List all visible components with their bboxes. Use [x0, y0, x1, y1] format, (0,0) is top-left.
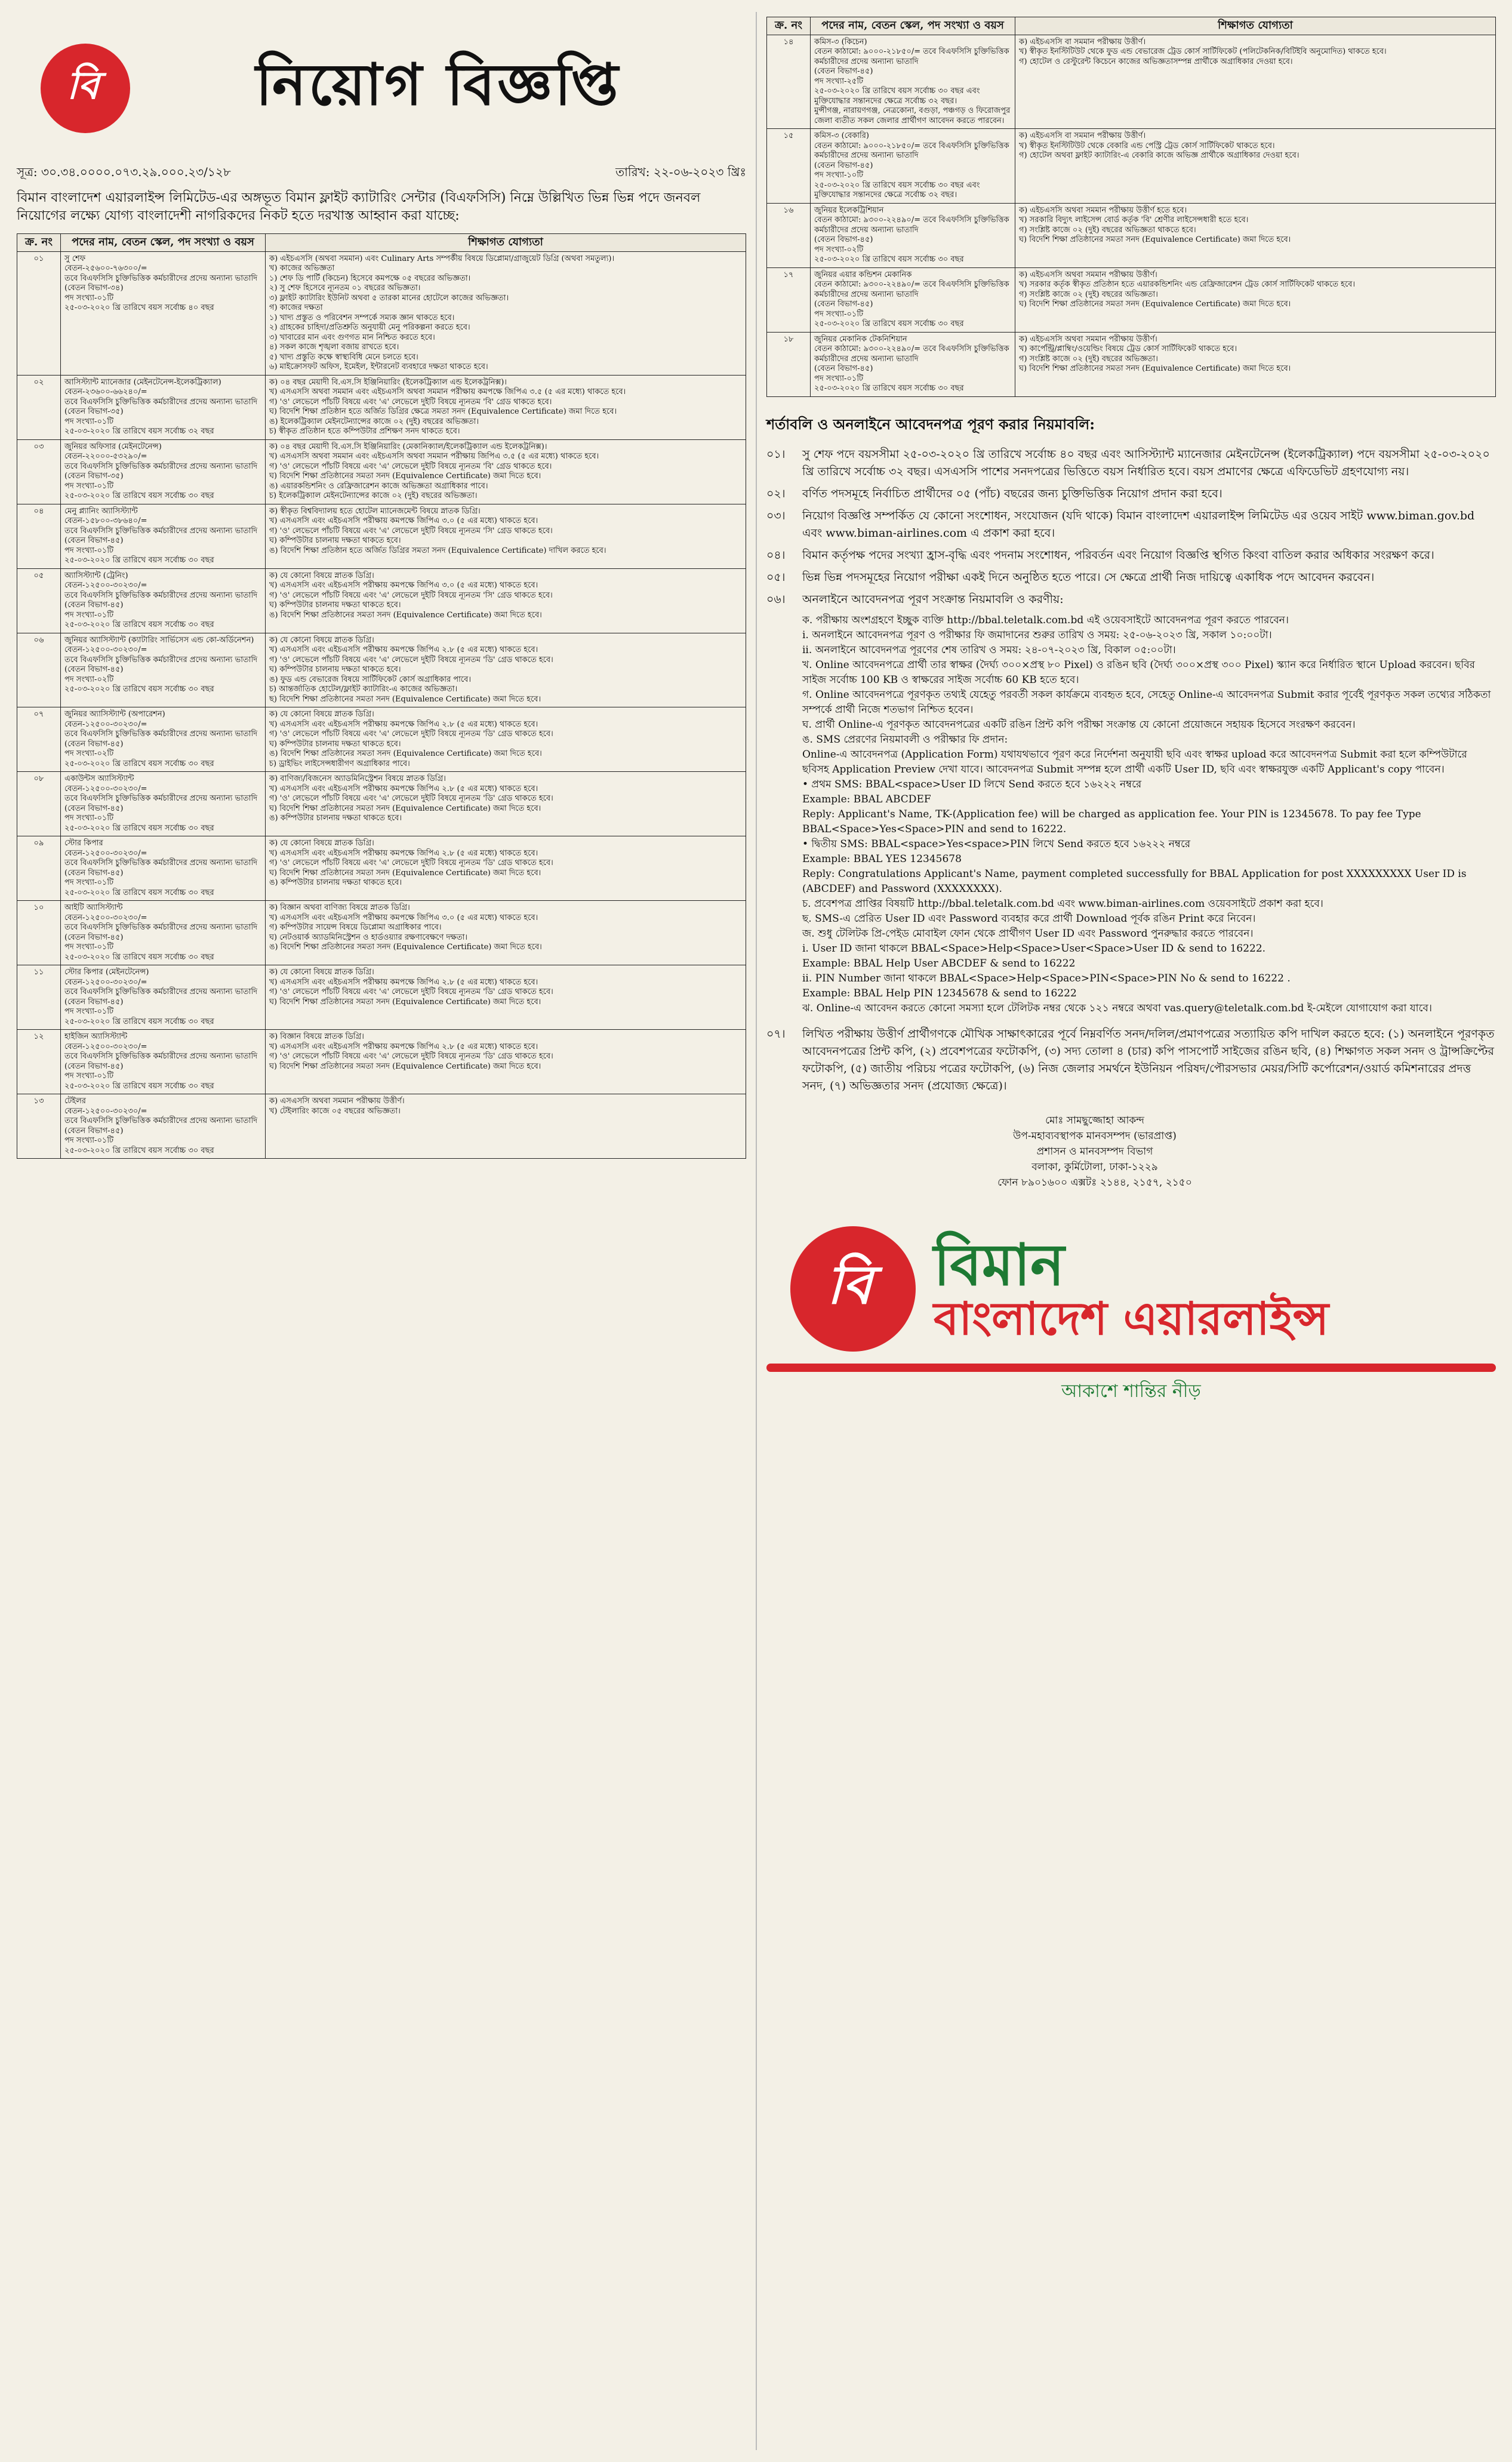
qualification-text: ক) যে কোনো বিষয়ে স্নাতক ডিগ্রি। খ) এসএসসি এবং এইচএসসি পরীক্ষায় কমপক্ষে জিপিএ ৩.০ (৫ এর মধ্যে) থাকতে হবে। গ) 'ও' লেভেলে পাঁচটি বিষয়ে এবং 'এ' লেভেলে দুইটি বিষয়ে ন্যূনতম 'সি' গ্রেড থাকতে হবে। ঘ) কম্পিউটার চালনায় দক্ষতা থাকতে হবে। ঙ) বিদেশি শিক্ষা প্রতিষ্ঠানের সমতা সনদ (Equivalence Certificate) জমা দিতে হবে। — [266, 568, 746, 633]
post-details: জুনিয়র এয়ার কন্ডিশন মেকানিক বেতন কাঠামো: ৯৩০০-২২৪৯০/= তবে বিএফসিসি চুক্তিভিত্তিক কর্মচারীদের প্রদেয় অন্যান্য ভাতাদি (বেতন বিভাগ-৪৫) পদ সংখ্যা-০১টি ২৫-০৩-২০২০ খ্রি তারিখে বয়স সর্বোচ্চ ৩০ বছর — [811, 267, 1015, 332]
row-number: ১৬ — [767, 203, 811, 267]
row-number: ১৫ — [767, 129, 811, 204]
posts-table-left — [17, 233, 746, 1159]
term-item — [766, 569, 1496, 586]
term-item — [766, 1026, 1496, 1095]
signature-block: মোঃ সামছুজ্জোহা আকন্দ উপ-মহাব্যবস্থাপক মানবসম্পদ (ভারপ্রাপ্ত) প্রশাসন ও মানবসম্পদ বিভাগ বলাকা, কুর্মিটোলা, ঢাকা-১২২৯ ফোন ৮৯০১৬০০ এক্সটঃ ২১৪৪, ২১৫৭, ২১৫০ — [997, 1114, 1192, 1189]
row-number: ১৭ — [767, 267, 811, 332]
reference-line — [17, 164, 746, 183]
table-row — [17, 901, 746, 965]
term-text: বর্ণিত পদসমূহে নির্বাচিত প্রার্থীদের ০৫ (পাঁচ) বছরের জন্য চুক্তিভিত্তিক নিয়োগ প্রদান করা হবে। — [802, 487, 1222, 500]
qualification-text: ক) ০৪ বছর মেয়াদী বি.এস.সি ইঞ্জিনিয়ারিং (মেকানিক্যাল/ইলেকট্রিক্যাল এন্ড ইলেকট্রনিক্স)। খ) এসএসসি অথবা সমমান এবং এইচএসসি অথবা সমমান পরীক্ষায় জিপিএ ৩.৫ (৫ এর মধ্যে) থাকতে হবে। গ) 'ও' লেভেলে পাঁচটি বিষয়ে এবং 'এ' লেভেলে দুইটি বিষয়ে ন্যূনতম 'বি' গ্রেড থাকতে হবে। ঘ) বিদেশি শিক্ষা প্রতিষ্ঠানের সমতা সনদ (Equivalence Certificate) জমা দিতে হবে। ঙ) এয়ারকন্ডিশনিং ও রেফ্রিজারেশন কাজে অভিজ্ঞতা অগ্রাধিকার পাবে। চ) ইলেকট্রিক্যাল মেইনটেন্যান্সের কাজে ০২ (দুই) বছরের অভিজ্ঞতা। — [266, 439, 746, 504]
posts-table-right — [766, 17, 1496, 397]
row-number: ১০ — [17, 901, 61, 965]
apply-instructions: ক. পরীক্ষায় অংশগ্রহণে ইচ্ছুক ব্যক্তি http://bbal.teletalk.com.bd এই ওয়েবসাইটে আবেদনপত্র পূরণ করতে পারবেন। i. অনলাইনে আবেদনপত্র পূরণ ও পরীক্ষার ফি জমাদানের শুরুর তারিখ ও সময়: ২৫-০৬-২০২৩ খ্রি, সকাল ১০:০০টা। ii. অনলাইনে আবেদনপত্র পূরণের শেষ তারিখ ও সময়: ২৪-০৭-২০২৩ খ্রি, বিকাল ০৫:০০টা। খ. Online আবেদনপত্রে প্রার্থী তার স্বাক্ষর (দৈর্ঘ্য ৩০০×প্রস্থ ৮০ Pixel) ও রঙিন ছবি (দৈর্ঘ্য ৩০০×প্রস্থ ৩০০ Pixel) স্ক্যান করে নির্ধারিত স্থানে Upload করবেন। ছবির সাইজ সর্বোচ্চ 100 KB ও স্বাক্ষরের সাইজ সর্বোচ্চ 60 KB হতে হবে। গ. Online আবেদনপত্রে পূরণকৃত তথ্যই যেহেতু পরবর্তী সকল কার্যক্রমে ব্যবহৃত হবে, সেহেতু Online-এ আবেদনপত্র Submit করার পূর্বেই পূরণকৃত সকল তথ্যের সঠিকতা সম্পর্কে প্রার্থী নিজে শতভাগ নিশ্চিত হবেন। ঘ. প্রার্থী Online-এ পূরণকৃত আবেদনপত্রের একটি রঙিন প্রিন্ট কপি পরীক্ষা সংক্রান্ত যে কোনো প্রয়োজনে সহায়ক হিসেবে সংরক্ষণ করবেন। ঙ. SMS প্রেরণের নিয়মাবলী ও পরীক্ষার ফি প্রদান: Online-এ আবেদনপত্র (Application Form) যথাযথভাবে পূরণ করে নির্দেশনা অনুযায়ী ছবি এবং স্বাক্ষর upload করে আবেদনপত্র Submit করা হলে কম্পিউটারে ছবিসহ Application Preview দেখা যাবে। আবেদনপত্র Submit সম্পন্ন হলে প্রার্থী একটি User ID, ছবি এবং স্বাক্ষরযুক্ত একটি Applicant's copy পাবেন। • প্রথম SMS: BBAL<space>User ID লিখে Send করতে হবে ১৬২২২ নম্বরে Example: BBAL ABCDEF Reply: Applicant's Name, TK-(Application fee) will be charged as application fee. Your PIN is 12345678. To pay fee Type BBAL<Space>Yes<Space>PIN and send to 16222. • দ্বিতীয় SMS: BBAL<space>Yes<space>PIN লিখে Send করতে হবে ১৬২২২ নম্বরে Example: BBAL YES 12345678 Reply: Congratulations Applicant's Name, payment completed successfully for BBAL Application for post XXXXXXXXX User ID is (ABCDEF) and Password (XXXXXXXX). চ. প্রবেশপত্র প্রাপ্তির বিষয়টি http://bbal.teletalk.com.bd এবং www.biman-airlines.com ওয়েবসাইটে প্রকাশ করা হবে। ছ. SMS-এ প্রেরিত User ID এবং Password ব্যবহার করে প্রার্থী Download পূর্বক রঙিন Print করে নিবেন। জ. শুধু টেলিটক প্রি-পেইড মোবাইল ফোন থেকে প্রার্থীগণ User ID এবং Password পুনরুদ্ধার করতে পারবেন। i. User ID জানা থাকলে BBAL<Space>Help<Space>User<Space>User ID & send to 16222. Example: BBAL Help User ABCDEF & send to 16222 ii. PIN Number জানা থাকলে BBAL<Space>Help<Space>PIN<Space>PIN No & send to 16222 . Example: BBAL Help PIN 12345678 & send to 16222 ঝ. Online-এ আবেদন করতে কোনো সমস্যা হলে টেলিটক নম্বর থেকে ১২১ নম্বরে অথবা vas.query@teletalk.com.bd ই-মেইলে যোগাযোগ করা যাবে। — [802, 614, 1491, 1014]
term-number: ০৪। — [766, 548, 786, 562]
table-row — [17, 439, 746, 504]
table-row — [17, 568, 746, 633]
row-number: ০৮ — [17, 772, 61, 836]
post-details: টেইলর বেতন-১২৫০০-৩০২৩০/= তবে বিএফসিসি চুক্তিভিত্তিক কর্মচারীদের প্রদেয় অন্যান্য ভাতাদি (বেতন বিভাগ-৪৫) পদ সংখ্যা-০১টি ২৫-০৩-২০২০ খ্রি তারিখে বয়স সর্বোচ্চ ৩০ বছর — [61, 1094, 266, 1159]
intro-paragraph: বিমান বাংলাদেশ এয়ারলাইন্স লিমিটেড-এর অঙ্গভূত বিমান ফ্লাইট ক্যাটারিং সেন্টার (বিএফসিসি) নিম্নে উল্লিখিত ভিন্ন ভিন্ন পদে জনবল নিয়োগের লক্ষ্যে যোগ্য বাংলাদেশী নাগরিকদের নিকট হতে দরখাস্ত আহ্বান করা যাচ্ছে: — [17, 190, 701, 223]
table-row — [767, 35, 1496, 129]
column-divider — [756, 12, 757, 2450]
header-qualification: শিক্ষাগত যোগ্যতা — [1015, 17, 1496, 35]
post-details: মেনু প্ল্যানিং অ্যাসিস্ট্যান্ট বেতন-১৫৮০০-৩৮৬৪০/= তবে বিএফসিসি চুক্তিভিত্তিক কর্মচারীদের প্রদেয় অন্যান্য ভাতাদি (বেতন বিভাগ-৪৫) পদ সংখ্যা-০১টি ২৫-০৩-২০২০ খ্রি তারিখে বয়স সর্বোচ্চ ৩০ বছর — [61, 504, 266, 568]
table-row — [17, 1030, 746, 1094]
qualification-text: ক) যে কোনো বিষয়ে স্নাতক ডিগ্রি। খ) এসএসসি এবং এইচএসসি পরীক্ষায় কমপক্ষে জিপিএ ২.৮ (৫ এর মধ্যে) থাকতে হবে। গ) 'ও' লেভেলে পাঁচটি বিষয়ে এবং 'এ' লেভেলে দুইটি বিষয়ে ন্যূনতম 'ডি' গ্রেড থাকতে হবে। ঘ) কম্পিউটার চালনায় দক্ষতা থাকতে হবে। ঙ) ফুড এন্ড বেভারেজ বিষয়ে সার্টিফিকেট কোর্স অগ্রাধিকার পাবে। চ) আন্তর্জাতিক হোটেল/ফ্লাইট ক্যাটারিং-এ কাজের অভিজ্ঞতা। ছ) বিদেশি শিক্ষা প্রতিষ্ঠানের সমতা সনদ (Equivalence Certificate) জমা দিতে হবে। — [266, 633, 746, 707]
term-item — [766, 507, 1496, 542]
table-row — [17, 504, 746, 568]
term-item — [766, 446, 1496, 481]
post-details: স্টোর কিপার (মেইনটেনেন্স) বেতন-১২৫০০-৩০২৩০/= তবে বিএফসিসি চুক্তিভিত্তিক কর্মচারীদের প্রদেয় অন্যান্য ভাতাদি (বেতন বিভাগ-৪৫) পদ সংখ্যা-০১টি ২৫-০৩-২০২০ খ্রি তারিখে বয়স সর্বোচ্চ ৩০ বছর — [61, 965, 266, 1030]
reference-number: সূত্র: ৩০.৩৪.০০০০.০৭৩.২৯.০০০.২৩/১২৮ — [17, 165, 231, 179]
post-details: আসিস্ট্যান্ট ম্যানেজার (মেইনটেনেন্স-ইলেকট্রিক্যাল) বেতন-২৩৬০০-৬৬২৪০/= তবে বিএফসিসি চুক্তিভিত্তিক কর্মচারীদের প্রদেয় অন্যান্য ভাতাদি (বেতন বিভাগ-৩৫) পদ সংখ্যা-০১টি ২৫-০৩-২০২০ খ্রি তারিখে বয়স সর্বোচ্চ ৩২ বছর — [61, 375, 266, 439]
brand-stripe — [766, 1364, 1496, 1372]
post-details: জুনিয়র ইলেকট্রিশিয়ান বেতন কাঠামো: ৯৩০০-২২৪৯০/= তবে বিএফসিসি চুক্তিভিত্তিক কর্মচারীদের প্রদেয় অন্যান্য ভাতাদি (বেতন বিভাগ-৪৫) পদ সংখ্যা-০২টি ২৫-০৩-২০২০ খ্রি তারিখে বয়স সর্বোচ্চ ৩০ বছর — [811, 203, 1015, 267]
right-table-body — [767, 35, 1496, 396]
table-row — [17, 375, 746, 439]
left-table-body — [17, 251, 746, 1159]
table-row — [17, 251, 746, 375]
brand-block — [790, 1226, 1496, 1352]
row-number: ১৩ — [17, 1094, 61, 1159]
term-number: ০২। — [766, 487, 786, 500]
row-number: ০১ — [17, 251, 61, 375]
post-details: কমিস-৩ (কিচেন) বেতন কাঠামো: ৯০০০-২১৮৫০/= তবে বিএফসিসি চুক্তিভিত্তিক কর্মচারীদের প্রদেয় অন্যান্য ভাতাদি (বেতন বিভাগ-৪৫) পদ সংখ্যা-২৫টি ২৫-০৩-২০২০ খ্রি তারিখে বয়স সর্বোচ্চ ৩০ বছর এবং মুক্তিযোদ্ধার সন্তানদের ক্ষেত্রে সর্বোচ্চ ৩২ বছর। মুন্সীগঞ্জ, নারায়ণগঞ্জ, নেত্রকোনা, বগুড়া, পঞ্চগড় ও ফিরোজপুর জেলা ব্যতীত সকল জেলার প্রার্থীগণ আবেদন করতে পারবেন। — [811, 35, 1015, 129]
post-details: স্টোর কিপার বেতন-১২৫০০-৩০২৩০/= তবে বিএফসিসি চুক্তিভিত্তিক কর্মচারীদের প্রদেয় অন্যান্য ভাতাদি (বেতন বিভাগ-৪৫) পদ সংখ্যা-০১টি ২৫-০৩-২০২০ খ্রি তারিখে বয়স সর্বোচ্চ ৩০ বছর — [61, 836, 266, 901]
term-number: ০৭। — [766, 1027, 786, 1041]
brand-tagline: আকাশে শান্তির নীড় — [1061, 1380, 1201, 1402]
row-number: ১২ — [17, 1030, 61, 1094]
header-post: পদের নাম, বেতন স্কেল, পদ সংখ্যা ও বয়স — [61, 234, 266, 252]
term-number: ০৬। — [766, 592, 786, 606]
table-row — [17, 707, 746, 772]
qualification-text: ক) বাণিজ্য/বিজনেস অ্যাডমিনিস্ট্রেশন বিষয়ে স্নাতক ডিগ্রি। খ) এসএসসি এবং এইচএসসি পরীক্ষায় কমপক্ষে জিপিএ ২.৮ (৫ এর মধ্যে) থাকতে হবে। গ) 'ও' লেভেলে পাঁচটি বিষয়ে এবং 'এ' লেভেলে দুইটি বিষয়ে ন্যূনতম 'ডি' গ্রেড থাকতে হবে। ঘ) বিদেশি শিক্ষা প্রতিষ্ঠানের সমতা সনদ (Equivalence Certificate) জমা দিতে হবে। ঙ) কম্পিউটার চালনায় দক্ষতা থাকতে হবে। — [266, 772, 746, 836]
post-details: একাউন্টস অ্যাসিস্ট্যান্ট বেতন-১২৫০০-৩০২৩০/= তবে বিএফসিসি চুক্তিভিত্তিক কর্মচারীদের প্রদেয় অন্যান্য ভাতাদি (বেতন বিভাগ-৪৫) পদ সংখ্যা-০১টি ২৫-০৩-২০২০ খ্রি তারিখে বয়স সর্বোচ্চ ৩০ বছর — [61, 772, 266, 836]
qualification-text: ক) বিজ্ঞান বিষয়ে স্নাতক ডিগ্রি। খ) এসএসসি এবং এইচএসসি পরীক্ষায় কমপক্ষে জিপিএ ২.৮ (৫ এর মধ্যে) থাকতে হবে। গ) 'ও' লেভেলে পাঁচটি বিষয়ে এবং 'এ' লেভেলে দুইটি বিষয়ে ন্যূনতম 'ডি' গ্রেড থাকতে হবে। ঘ) বিদেশি শিক্ষা প্রতিষ্ঠানের সমতা সনদ (Equivalence Certificate) জমা দিতে হবে। — [266, 1030, 746, 1094]
qualification-text: ক) এইচএসসি (অথবা সমমান) এবং Culinary Arts সম্পর্কীয় বিষয়ে ডিপ্লোমা/গ্রাজুয়েট ডিগ্রি (অথবা সমতুল্য)। খ) কাজের অভিজ্ঞতা ১) শেফ ডি পার্টি (কিচেন) হিসেবে কমপক্ষে ০৫ বছরের অভিজ্ঞতা। ২) সু শেফ হিসেবে ন্যূনতম ০১ বছরের অভিজ্ঞতা। ৩) ফ্লাইট ক্যাটারিং ইউনিট অথবা ৫ তারকা মানের হোটেলে কাজের অভিজ্ঞতা। গ) কাজের দক্ষতা ১) খাদ্য প্রস্তুত ও পরিবেশন সম্পর্কে সম্যক জ্ঞান থাকতে হবে। ২) গ্রাহকের চাহিদা/প্রতিশ্রুতি অনুযায়ী মেনু পরিকল্পনা করতে হবে। ৩) খাবারের মান এবং গুণগত মান নিশ্চিত করতে হবে। ৪) সকল কাজে শৃঙ্খলা বজায় রাখতে হবে। ৫) খাদ্য প্রস্তুতি কক্ষে স্বাস্থ্যবিধি মেনে চলতে হবে। ৬) মাইক্রোসফট অফিস, ইমেইল, ইন্টারনেট ব্যবহারে দক্ষতা থাকতে হবে। — [266, 251, 746, 375]
row-number: ১১ — [17, 965, 61, 1030]
qualification-text: ক) যে কোনো বিষয়ে স্নাতক ডিগ্রি। খ) এসএসসি এবং এইচএসসি পরীক্ষায় কমপক্ষে জিপিএ ২.৮ (৫ এর মধ্যে) থাকতে হবে। গ) 'ও' লেভেলে পাঁচটি বিষয়ে এবং 'এ' লেভেলে দুইটি বিষয়ে ন্যূনতম 'ডি' গ্রেড থাকতে হবে। ঘ) বিদেশি শিক্ষা প্রতিষ্ঠানের সমতা সনদ (Equivalence Certificate) জমা দিতে হবে। — [266, 965, 746, 1030]
term-number: ০১। — [766, 447, 786, 461]
table-row — [17, 1094, 746, 1159]
term-item — [766, 485, 1496, 503]
row-number: ০৬ — [17, 633, 61, 707]
table-row — [767, 267, 1496, 332]
qualification-text: ক) বিজ্ঞান অথবা বাণিজ্য বিষয়ে স্নাতক ডিগ্রি। খ) এসএসসি এবং এইচএসসি পরীক্ষায় কমপক্ষে জিপিএ ৩.০ (৫ এর মধ্যে) থাকতে হবে। গ) কম্পিউটার সায়েন্স বিষয়ে ডিপ্লোমা অগ্রাধিকার পাবে। ঘ) নেটওয়ার্ক অ্যাডমিনিস্ট্রেশন ও হার্ডওয়্যার রক্ষণাবেক্ষণে দক্ষতা। ঙ) বিদেশি শিক্ষা প্রতিষ্ঠানের সমতা সনদ (Equivalence Certificate) জমা দিতে হবে। — [266, 901, 746, 965]
post-details: আইটি অ্যাসিস্ট্যান্ট বেতন-১২৫০০-৩০২৩০/= তবে বিএফসিসি চুক্তিভিত্তিক কর্মচারীদের প্রদেয় অন্যান্য ভাতাদি (বেতন বিভাগ-৪৫) পদ সংখ্যা-০১টি ২৫-০৩-২০২০ খ্রি তারিখে বয়স সর্বোচ্চ ৩০ বছর — [61, 901, 266, 965]
post-details: কমিস-৩ (বেকারি) বেতন কাঠামো: ৯০০০-২১৮৫০/= তবে বিএফসিসি চুক্তিভিত্তিক কর্মচারীদের প্রদেয় অন্যান্য ভাতাদি (বেতন বিভাগ-৪৫) পদ সংখ্যা-১০টি ২৫-০৩-২০২০ খ্রি তারিখে বয়স সর্বোচ্চ ৩০ বছর এবং মুক্তিযোদ্ধার সন্তানদের ক্ষেত্রে সর্বোচ্চ ৩২ বছর। — [811, 129, 1015, 204]
post-details: জুনিয়র অ্যাসিস্ট্যান্ট (অপারেশন) বেতন-১২৫০০-৩০২৩০/= তবে বিএফসিসি চুক্তিভিত্তিক কর্মচারীদের প্রদেয় অন্যান্য ভাতাদি (বেতন বিভাগ-৪৫) পদ সংখ্যা-০২টি ২৫-০৩-২০২০ খ্রি তারিখে বয়স সর্বোচ্চ ৩০ বছর — [61, 707, 266, 772]
header-post: পদের নাম, বেতন স্কেল, পদ সংখ্যা ও বয়স — [811, 17, 1015, 35]
post-details: জুনিয়র অফিসার (মেইনটেনেন্স) বেতন-২২০০০-৫৩২৯০/= তবে বিএফসিসি চুক্তিভিত্তিক কর্মচারীদের প্রদেয় অন্যান্য ভাতাদি (বেতন বিভাগ-৩৫) পদ সংখ্যা-০১টি ২৫-০৩-২০২০ খ্রি তারিখে বয়স সর্বোচ্চ ৩০ বছর — [61, 439, 266, 504]
table-row — [767, 203, 1496, 267]
row-number: ১৮ — [767, 332, 811, 396]
terms-heading: শর্তাবলি ও অনলাইনে আবেদনপত্র পূরণ করার নিয়মাবলি: — [766, 415, 1095, 433]
table-header-row — [767, 17, 1496, 35]
table-row — [17, 836, 746, 901]
brand-name: বিমান — [934, 1230, 1065, 1298]
qualification-text: ক) ০৪ বছর মেয়াদী বি.এস.সি ইঞ্জিনিয়ারিং (ইলেকট্রিক্যাল এন্ড ইলেকট্রনিক্স)। খ) এসএসসি অথবা সমমান এবং এইচএসসি অথবা সমমান পরীক্ষায় কমপক্ষে জিপিএ ৩.৫ (৫ এর মধ্যে) থাকতে হবে। গ) 'ও' লেভেলে পাঁচটি বিষয়ে এবং 'এ' লেভেলে দুইটি বিষয়ে ন্যূনতম 'বি' গ্রেড থাকতে হবে। ঘ) বিদেশি শিক্ষা প্রতিষ্ঠান হতে অর্জিত ডিগ্রির ক্ষেত্রে সমতা সনদ (Equivalence Certificate) জমা দিতে হবে। ঙ) ইলেকট্রিক্যাল মেইনটেন্যান্সের কাজে ০২ (দুই) বছরের অভিজ্ঞতা। চ) স্বীকৃত প্রতিষ্ঠান হতে কম্পিউটার প্রশিক্ষণ সনদ থাকতে হবে। — [266, 375, 746, 439]
table-row — [17, 772, 746, 836]
row-number: ১৪ — [767, 35, 811, 129]
qualification-text: ক) এইচএসসি অথবা সমমান পরীক্ষায় উত্তীর্ণ হতে হবে। খ) সরকারি বিদ্যুৎ লাইসেন্স বোর্ড কর্তৃক 'বি' শ্রেণীর লাইসেন্সধারী হতে হবে। গ) সংশ্লিষ্ট কাজে ০২ (দুই) বছরের অভিজ্ঞতা থাকতে হবে। ঘ) বিদেশি শিক্ষা প্রতিষ্ঠানের সমতা সনদ (Equivalence Certificate) জমা দিতে হবে। — [1015, 203, 1496, 267]
brand-subname: বাংলাদেশ এয়ারলাইন্স — [934, 1291, 1329, 1345]
qualification-text: ক) এইচএসসি বা সমমান পরীক্ষায় উত্তীর্ণ। খ) স্বীকৃত ইনস্টিটিউট থেকে ফুড এন্ড বেভারেজ ট্রেড কোর্স সার্টিফিকেট (পলিটেকনিক/বিটিইবি অনুমোদিত) থাকতে হবে। গ) হোটেল ও রেস্টুরেন্ট কিচেনে কাজের অভিজ্ঞতাসম্পন্ন প্রার্থীকে অগ্রাধিকার দেওয়া হবে। — [1015, 35, 1496, 129]
term-text: নিয়োগ বিজ্ঞপ্তি সম্পর্কিত যে কোনো সংশোধন, সংযোজন (যদি থাকে) বিমান বাংলাদেশ এয়ারলাইন্স লিমিটেড এর ওয়েব সাইট www.biman.gov.bd এবং www.biman-airlines.com এ প্রকাশ করা হবে। — [802, 509, 1475, 540]
terms-list — [766, 446, 1496, 608]
table-header-row — [17, 234, 746, 252]
page-title: নিয়োগ বিজ্ঞপ্তি — [255, 50, 621, 118]
post-details: হাইজিন অ্যাসিস্ট্যান্ট বেতন-১২৫০০-৩০২৩০/= তবে বিএফসিসি চুক্তিভিত্তিক কর্মচারীদের প্রদেয় অন্যান্য ভাতাদি (বেতন বিভাগ-৪৫) পদ সংখ্যা-০১টি ২৫-০৩-২০২০ খ্রি তারিখে বয়স সর্বোচ্চ ৩০ বছর — [61, 1030, 266, 1094]
term-number: ০৩। — [766, 509, 786, 522]
left-column — [17, 17, 746, 1159]
row-number: ০৩ — [17, 439, 61, 504]
term-text: লিখিত পরীক্ষায় উত্তীর্ণ প্রার্থীগণকে মৌখিক সাক্ষাৎকারের পূর্বে নিম্নবর্ণিত সনদ/দলিল/প্রমাণপত্রের সত্যায়িত কপি দাখিল করতে হবে: (১) অনলাইনে পূরণকৃত আবেদনপত্রের প্রিন্ট কপি, (২) প্রবেশপত্রের ফটোকপি, (৩) সদ্য তোলা ৪ (চার) কপি পাসপোর্ট সাইজের রঙিন ছবি, (৪) শিক্ষাগত সকল সনদ ও ট্রান্সক্রিপ্টের ফটোকপি, (৫) জাতীয় পরিচয় পত্রের ফটোকপি, (৬) নিজ জেলার সমর্থনে ইউনিয়ন পরিষদ/পৌরসভার মেয়র/সিটি কর্পোরেশন/ওয়ার্ড কমিশনারের প্রদত্ত সনদ, (৭) অভিজ্ঞতার সনদ (প্রযোজ্য ক্ষেত্রে)। — [802, 1027, 1495, 1092]
post-details: জুনিয়র অ্যাসিস্ট্যান্ট (ক্যাটারিং সার্ভিসেস এন্ড কো-অর্ডিনেশন) বেতন-১২৫০০-৩০২৩০/= তবে বিএফসিসি চুক্তিভিত্তিক কর্মচারীদের প্রদেয় অন্যান্য ভাতাদি (বেতন বিভাগ-৪৫) পদ সংখ্যা-০২টি ২৫-০৩-২০২০ খ্রি তারিখে বয়স সর্বোচ্চ ৩০ বছর — [61, 633, 266, 707]
row-number: ০২ — [17, 375, 61, 439]
brand-text — [934, 1230, 1329, 1345]
notice-date: তারিখ: ২২-০৬-২০২৩ খ্রিঃ — [615, 165, 746, 179]
row-number: ০৯ — [17, 836, 61, 901]
row-number: ০৪ — [17, 504, 61, 568]
term-text: অনলাইনে আবেদনপত্র পূরণ সংক্রান্ত নিয়মাবলি ও করণীয়: — [802, 592, 1064, 606]
table-row — [17, 965, 746, 1030]
qualification-text: ক) এসএসসি অথবা সমমান পরীক্ষায় উত্তীর্ণ। খ) টেইলারিং কাজে ০৫ বছরের অভিজ্ঞতা। — [266, 1094, 746, 1159]
header-no: ক্র. নং — [767, 17, 811, 35]
row-number: ০৫ — [17, 568, 61, 633]
post-details: জুনিয়র মেকানিক টেকনিশিয়ান বেতন কাঠামো: ৯৩০০-২২৪৯০/= তবে বিএফসিসি চুক্তিভিত্তিক কর্মচারীদের প্রদেয় অন্যান্য ভাতাদি (বেতন বিভাগ-৪৫) পদ সংখ্যা-০১টি ২৫-০৩-২০২০ খ্রি তারিখে বয়স সর্বোচ্চ ৩০ বছর — [811, 332, 1015, 396]
qualification-text: ক) এইচএসসি বা সমমান পরীক্ষায় উত্তীর্ণ। খ) স্বীকৃত ইনস্টিটিউট থেকে বেকারি এন্ড পেস্ট্রি ট্রেড কোর্স সার্টিফিকেট থাকতে হবে। গ) হোটেল অথবা ফ্লাইট ক্যাটারিং-এ বেকারি কাজে অভিজ্ঞ প্রার্থীকে অগ্রাধিকার দেওয়া হবে। — [1015, 129, 1496, 204]
table-row — [17, 633, 746, 707]
qualification-text: ক) স্বীকৃত বিশ্ববিদ্যালয় হতে হোটেল ম্যানেজমেন্ট বিষয়ে স্নাতক ডিগ্রি। খ) এসএসসি এবং এইচএসসি পরীক্ষায় কমপক্ষে জিপিএ ৩.০ (৫ এর মধ্যে) থাকতে হবে। গ) 'ও' লেভেলে পাঁচটি বিষয়ে এবং 'এ' লেভেলে দুইটি বিষয়ে ন্যূনতম 'সি' গ্রেড থাকতে হবে। ঘ) কম্পিউটার চালনায় দক্ষতা থাকতে হবে। ঙ) বিদেশি শিক্ষা প্রতিষ্ঠান হতে অর্জিত ডিগ্রির সমতা সনদ (Equivalence Certificate) দাখিল করতে হবে। — [266, 504, 746, 568]
notice-header — [17, 17, 746, 160]
term-number: ০৫। — [766, 570, 786, 584]
qualification-text: ক) যে কোনো বিষয়ে স্নাতক ডিগ্রি। খ) এসএসসি এবং এইচএসসি পরীক্ষায় কমপক্ষে জিপিএ ২.৮ (৫ এর মধ্যে) থাকতে হবে। গ) 'ও' লেভেলে পাঁচটি বিষয়ে এবং 'এ' লেভেলে দুইটি বিষয়ে ন্যূনতম 'ডি' গ্রেড থাকতে হবে। ঘ) বিদেশি শিক্ষা প্রতিষ্ঠানের সমতা সনদ (Equivalence Certificate) জমা দিতে হবে। ঙ) কম্পিউটার চালনায় দক্ষতা থাকতে হবে। — [266, 836, 746, 901]
term-text: সু শেফ পদে বয়সসীমা ২৫-০৩-২০২০ খ্রি তারিখে সর্বোচ্চ ৪০ বছর এবং আসিস্ট্যান্ট ম্যানেজার মেইনটেনেন্স (ইলেকট্রিক্যাল) পদে বয়সসীমা ২৫-০৩-২০২০ খ্রি তারিখে সর্বোচ্চ ৩২ বছর। এসএসসি পাশের সনদপত্রের ভিত্তিতে বয়স নির্ধারিত হবে। বয়স প্রমাণের ক্ষেত্রে এফিডেভিট গ্রহণযোগ্য নয়। — [802, 447, 1490, 478]
biman-logo-icon: বি — [41, 44, 130, 133]
term-text: ভিন্ন ভিন্ন পদসমূহের নিয়োগ পরীক্ষা একই দিনে অনুষ্ঠিত হতে পারে। সে ক্ষেত্রে প্রার্থী নিজ দায়িত্বে একাধিক পদে আবেদন করবেন। — [802, 570, 1375, 584]
row-number: ০৭ — [17, 707, 61, 772]
qualification-text: ক) এইচএসসি অথবা সমমান পরীক্ষায় উত্তীর্ণ। খ) কার্পেন্ট্রি/প্লাম্বিং/ওয়েল্ডিং বিষয়ে ট্রেড কোর্স সার্টিফিকেট থাকতে হবে। গ) সংশ্লিষ্ট কাজে ০২ (দুই) বছরের অভিজ্ঞতা। ঘ) বিদেশি শিক্ষা প্রতিষ্ঠানের সমতা সনদ (Equivalence Certificate) জমা দিতে হবে। — [1015, 332, 1496, 396]
right-column — [766, 17, 1496, 1407]
term-text: বিমান কর্তৃপক্ষ পদের সংখ্যা হ্রাস-বৃদ্ধি এবং পদনাম সংশোধন, পরিবর্তন এবং নিয়োগ বিজ্ঞপ্তি স্থগিত কিংবা বাতিল করার অধিকার সংরক্ষণ করে। — [802, 548, 1434, 562]
post-details: অ্যাসিস্ট্যান্ট (ট্রেনিং) বেতন-১২৫০০-৩০২৩০/= তবে বিএফসিসি চুক্তিভিত্তিক কর্মচারীদের প্রদেয় অন্যান্য ভাতাদি (বেতন বিভাগ-৪৫) পদ সংখ্যা-০১টি ২৫-০৩-২০২০ খ্রি তারিখে বয়স সর্বোচ্চ ৩০ বছর — [61, 568, 266, 633]
table-row — [767, 332, 1496, 396]
header-no: ক্র. নং — [17, 234, 61, 252]
biman-logo-icon: বি — [790, 1226, 916, 1352]
header-qualification: শিক্ষাগত যোগ্যতা — [266, 234, 746, 252]
term-item — [766, 591, 1496, 608]
table-row — [767, 129, 1496, 204]
term-item — [766, 547, 1496, 564]
post-details: সু শেফ বেতন-২৫৬০০-৭৬৩০০/= তবে বিএফসিসি চুক্তিভিত্তিক কর্মচারীদের প্রদেয় অন্যান্য ভাতাদি (বেতন বিভাগ-৩৪) পদ সংখ্যা-০১টি ২৫-০৩-২০২০ খ্রি তারিখে বয়স সর্বোচ্চ ৪০ বছর — [61, 251, 266, 375]
qualification-text: ক) যে কোনো বিষয়ে স্নাতক ডিগ্রি। খ) এসএসসি এবং এইচএসসি পরীক্ষায় কমপক্ষে জিপিএ ২.৮ (৫ এর মধ্যে) থাকতে হবে। গ) 'ও' লেভেলে পাঁচটি বিষয়ে এবং 'এ' লেভেলে দুইটি বিষয়ে ন্যূনতম 'ডি' গ্রেড থাকতে হবে। ঘ) কম্পিউটার চালনায় দক্ষতা থাকতে হবে। ঙ) বিদেশি শিক্ষা প্রতিষ্ঠানের সমতা সনদ (Equivalence Certificate) জমা দিতে হবে। চ) ড্রাইভিং লাইসেন্সধারীগণ অগ্রাধিকার পাবে। — [266, 707, 746, 772]
qualification-text: ক) এইচএসসি অথবা সমমান পরীক্ষায় উত্তীর্ণ। খ) সরকার কর্তৃক স্বীকৃত প্রতিষ্ঠান হতে এয়ারকন্ডিশনিং এন্ড রেফ্রিজারেশন ট্রেড কোর্স সার্টিফিকেট থাকতে হবে। গ) সংশ্লিষ্ট কাজে ০২ (দুই) বছরের অভিজ্ঞতা। ঘ) বিদেশি শিক্ষা প্রতিষ্ঠানের সমতা সনদ (Equivalence Certificate) জমা দিতে হবে। — [1015, 267, 1496, 332]
